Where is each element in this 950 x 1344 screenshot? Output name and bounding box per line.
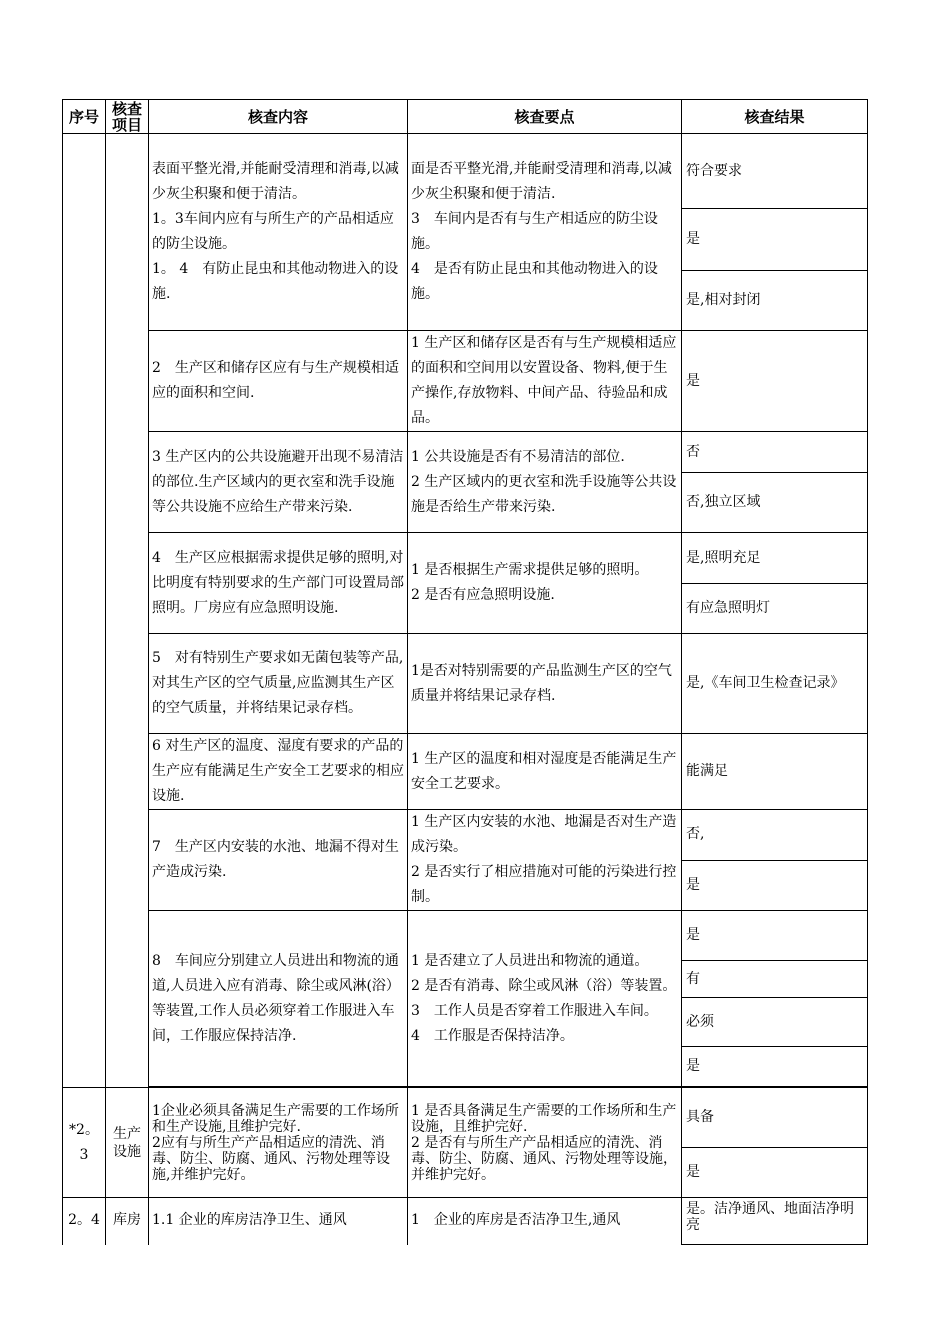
content-cell: 表面平整光滑,并能耐受清理和消毒,以减少灰尘积聚和便于清洁。 1。3车间内应有与所生产的产品相适应的防尘设施。 1。 4 有防止昆虫和其他动物进入的设施. — [149, 134, 408, 331]
table-row — [63, 810, 868, 861]
table-row — [63, 734, 868, 810]
header-result: 核查结果 — [682, 100, 868, 134]
table-row — [63, 432, 868, 473]
result-cell: 是,照明充足 — [682, 533, 868, 584]
points-cell: 1 生产区和储存区是否有与生产规模相适应的面积和空间用以安置设备、物料,便于生产操作,存放物料、中间产品、待验品和成品。 — [408, 331, 682, 432]
result-cell: 是,相对封闭 — [682, 271, 868, 331]
table-row — [63, 1198, 868, 1245]
table-row — [63, 134, 868, 209]
points-cell: 面是否平整光滑,并能耐受清理和消毒,以减少灰尘积聚和便于清洁. 3 车间内是否有与生产相适应的防尘设施。 4 是否有防止昆虫和其他动物进入的设施。 — [408, 134, 682, 331]
points-cell: 1 生产区的温度和相对湿度是否能满足生产安全工艺要求。 — [408, 734, 682, 810]
content-cell: 2 生产区和储存区应有与生产规模相适应的面积和空间. — [149, 331, 408, 432]
table-header-row — [63, 100, 868, 134]
points-cell: 1 是否根据生产需求提供足够的照明。 2 是否有应急照明设施. — [408, 533, 682, 634]
result-cell: 符合要求 — [682, 134, 868, 209]
points-cell: 1 生产区内安装的水池、地漏是否对生产造成污染。 2 是否实行了相应措施对可能的污染进行控制。 — [408, 810, 682, 911]
header-no: 序号 — [63, 100, 106, 134]
content-cell: 5 对有特别生产要求如无菌包装等产品,对其生产区的空气质量,应监测其生产区的空气质量，并将结果记录存档。 — [149, 634, 408, 734]
points-cell: 1 企业的库房是否洁净卫生,通风 — [408, 1198, 682, 1245]
result-cell: 是 — [682, 911, 868, 961]
result-cell: 必须 — [682, 998, 868, 1047]
content-cell: 8 车间应分别建立人员进出和物流的通道,人员进入应有消毒、除尘或风淋(浴）等装置,工作人员必须穿着工作服进入车间，工作服应保持洁净. — [149, 911, 408, 1087]
points-cell: 1 是否具备满足生产需要的工作场所和生产设施，且维护完好. 2 是否有与所生产产品相适应的清洗、消毒、防尘、防腐、通风、污物处理等设施，并维护完好。 — [408, 1088, 682, 1198]
result-cell: 是 — [682, 209, 868, 271]
result-cell: 否 — [682, 432, 868, 473]
result-cell: 否, — [682, 810, 868, 861]
no-cell: *2。3 — [63, 1088, 106, 1198]
content-cell: 3 生产区内的公共设施避开出现不易清洁的部位.生产区域内的更衣室和洗手设施等公共设施不应给生产带来污染. — [149, 432, 408, 533]
result-cell: 是 — [682, 860, 868, 911]
result-cell: 是 — [682, 1047, 868, 1087]
result-cell: 有应急照明灯 — [682, 584, 868, 634]
item-cell: 库房 — [106, 1198, 149, 1245]
item-cell-empty — [106, 134, 149, 1088]
points-cell: 1是否对特别需要的产品监测生产区的空气质量并将结果记录存档. — [408, 634, 682, 734]
no-cell: 2。4 — [63, 1198, 106, 1245]
result-cell: 是 — [682, 1148, 868, 1198]
inspection-table — [62, 99, 868, 1245]
content-cell: 1企业必须具备满足生产需要的工作场所和生产设施,且维护完好. 2应有与所生产产品相适应的清洗、消毒、防尘、防腐、通风、污物处理等设施,并维护完好。 — [149, 1088, 408, 1198]
table-row — [63, 331, 868, 432]
result-cell: 能满足 — [682, 734, 868, 810]
table-row — [63, 911, 868, 961]
header-item: 核查项目 — [106, 100, 149, 134]
points-cell: 1 是否建立了人员进出和物流的通道。 2 是否有消毒、除尘或风淋（浴）等装置。 3 工作人员是否穿着工作服进入车间。 4 工作服是否保持洁净。 — [408, 911, 682, 1087]
result-cell: 是。洁净通风、地面洁净明亮 — [682, 1198, 868, 1245]
table-row — [63, 533, 868, 584]
result-cell: 是 — [682, 331, 868, 432]
result-cell: 具备 — [682, 1088, 868, 1148]
result-cell: 是,《车间卫生检查记录》 — [682, 634, 868, 734]
table-row — [63, 634, 868, 734]
item-cell: 生产设施 — [106, 1088, 149, 1198]
content-cell: 6 对生产区的温度、湿度有要求的产品的生产应有能满足生产安全工艺要求的相应设施. — [149, 734, 408, 810]
inspection-table-page — [62, 99, 867, 1245]
result-cell: 否,独立区域 — [682, 473, 868, 533]
content-cell: 1.1 企业的库房洁净卫生、通风 — [149, 1198, 408, 1245]
header-points: 核查要点 — [408, 100, 682, 134]
table-row — [63, 1088, 868, 1148]
content-cell: 7 生产区内安装的水池、地漏不得对生产造成污染. — [149, 810, 408, 911]
header-content: 核查内容 — [149, 100, 408, 134]
result-cell: 有 — [682, 961, 868, 998]
no-cell-empty — [63, 134, 106, 1088]
points-cell: 1 公共设施是否有不易清洁的部位. 2 生产区域内的更衣室和洗手设施等公共设施是否给生产带来污染. — [408, 432, 682, 533]
content-cell: 4 生产区应根据需求提供足够的照明,对比明度有特别要求的生产部门可设置局部照明。厂房应有应急照明设施. — [149, 533, 408, 634]
